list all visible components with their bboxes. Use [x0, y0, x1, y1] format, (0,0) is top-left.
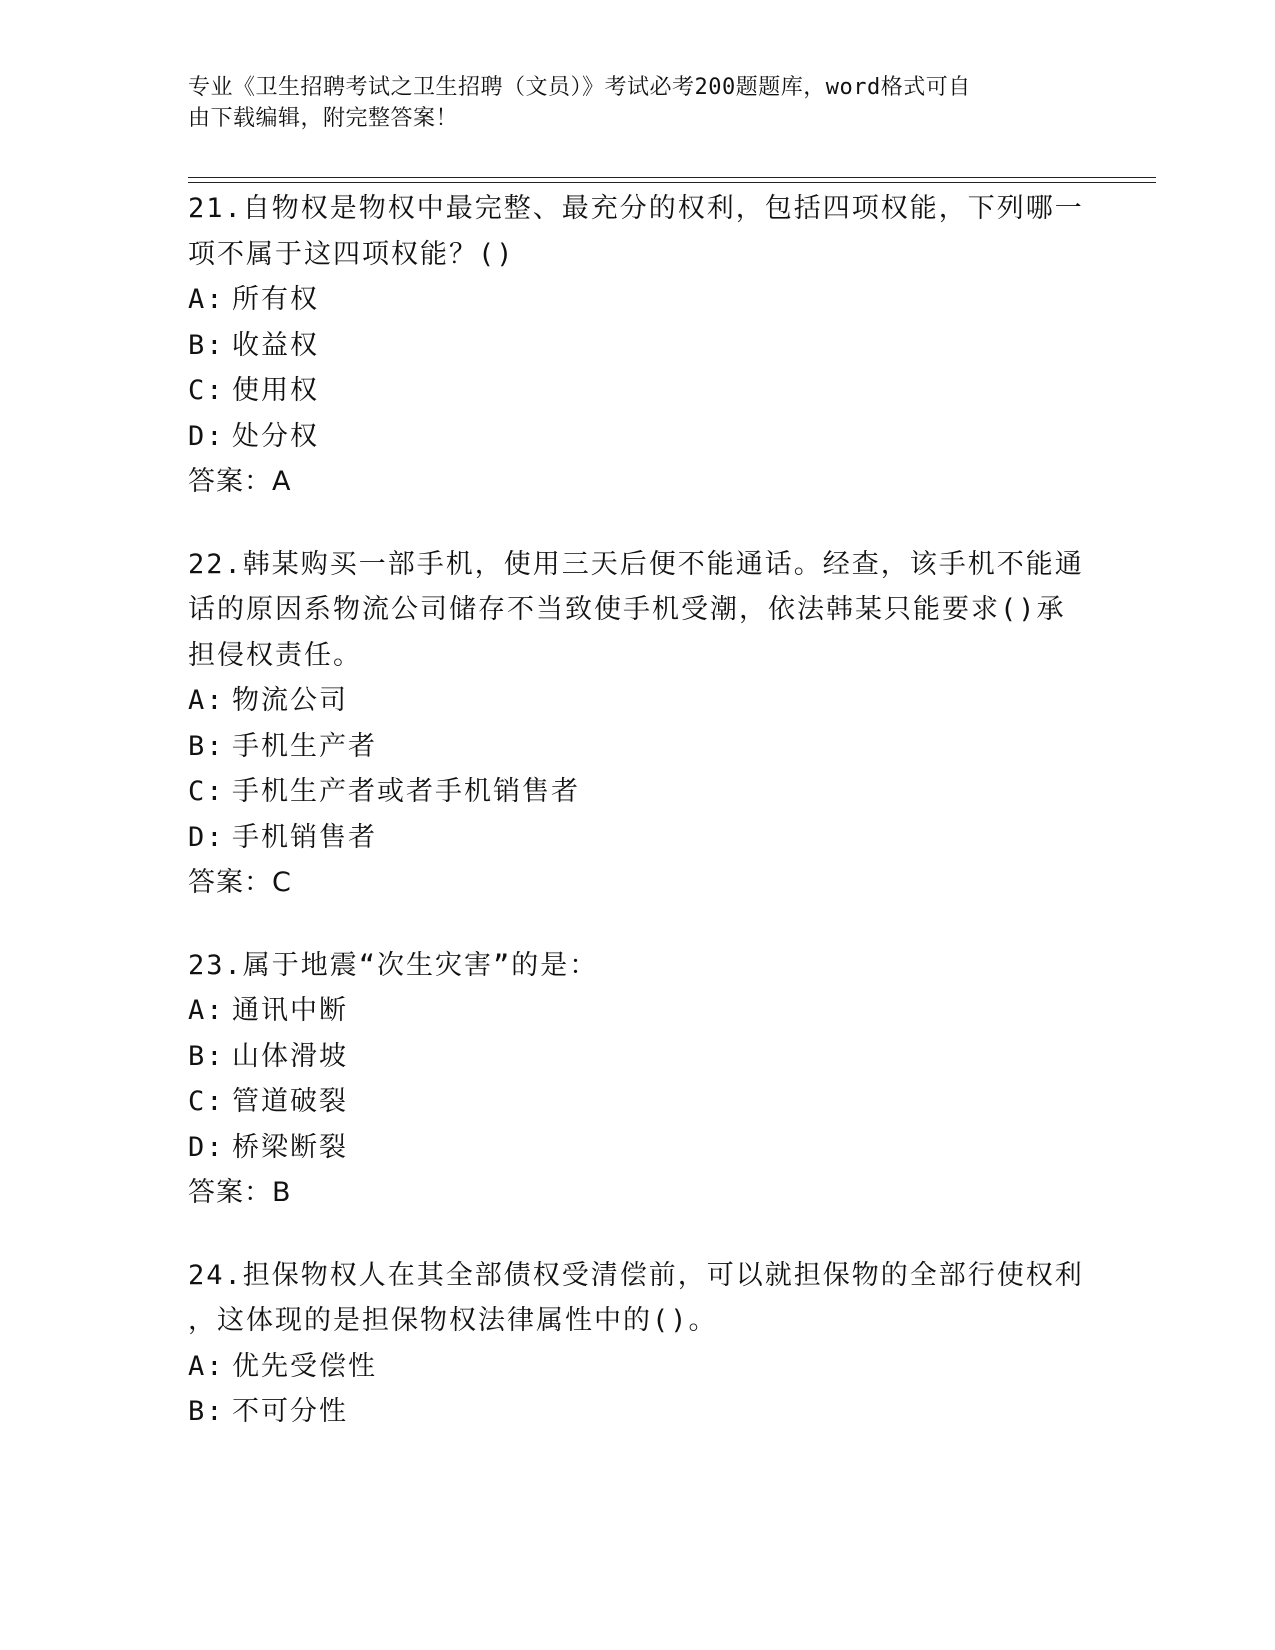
- option-text: 管道破裂: [232, 1086, 348, 1117]
- option-a: [188, 1344, 1088, 1390]
- option-letter: C:: [188, 375, 225, 406]
- option-letter: B:: [188, 1396, 225, 1427]
- option-text: 优先受偿性: [232, 1350, 377, 1382]
- question-text-line: 24.担保物权人在其全部债权受清偿前，可以就担保物的全部行使权利: [188, 1259, 1084, 1291]
- option-d: [188, 815, 1088, 861]
- option-letter: B:: [188, 329, 225, 361]
- option-b: [188, 323, 1088, 369]
- option-text: 通讯中断: [232, 995, 348, 1026]
- option-letter: C:: [188, 776, 225, 807]
- header-divider-bottom: [188, 182, 1156, 183]
- option-text: 山体滑坡: [232, 1040, 348, 1072]
- question-text-line: 22.韩某购买一部手机，使用三天后便不能通话。经查，该手机不能通: [188, 548, 1084, 580]
- question-text-line: 话的原因系物流公司储存不当致使手机受潮，依法韩某只能要求()承: [188, 594, 1066, 625]
- option-letter: B:: [188, 730, 225, 762]
- option-text: 所有权: [232, 284, 319, 315]
- option-text: 处分权: [232, 420, 319, 452]
- header-line-1: 专业《卫生招聘考试之卫生招聘（文员）》考试必考200题题库，word格式可自: [188, 75, 971, 100]
- option-letter: A:: [188, 1350, 225, 1382]
- option-letter: A:: [188, 685, 225, 716]
- answer-line: 答案：A: [188, 466, 292, 497]
- option-a: [188, 988, 1088, 1034]
- document-header: [188, 72, 1088, 134]
- answer-line: 答案：C: [188, 867, 292, 898]
- option-letter: D:: [188, 420, 225, 452]
- option-letter: A:: [188, 995, 225, 1026]
- option-d: [188, 414, 1088, 460]
- header-line-2: 由下载编辑，附完整答案！: [188, 106, 459, 131]
- option-text: 使用权: [232, 375, 319, 406]
- question-24: [188, 1253, 1088, 1435]
- option-d: [188, 1125, 1088, 1171]
- option-letter: D:: [188, 821, 225, 853]
- header-divider-top: [188, 177, 1156, 178]
- option-text: 物流公司: [232, 685, 348, 716]
- option-b: [188, 1389, 1088, 1435]
- option-c: [188, 1079, 1088, 1125]
- option-a: [188, 277, 1088, 323]
- option-b: [188, 724, 1088, 770]
- option-letter: A:: [188, 284, 225, 315]
- option-text: 手机生产者: [232, 730, 377, 762]
- option-b: [188, 1034, 1088, 1080]
- option-text: 收益权: [232, 329, 319, 361]
- question-text-line: 21.自物权是物权中最完整、最充分的权利，包括四项权能，下列哪一: [188, 193, 1084, 224]
- option-c: [188, 368, 1088, 414]
- option-a: [188, 678, 1088, 724]
- question-text-line: 23.属于地震“次生灾害”的是：: [188, 949, 599, 981]
- question-text-line: ，这体现的是担保物权法律属性中的()。: [188, 1305, 718, 1336]
- option-text: 桥梁断裂: [232, 1131, 348, 1163]
- question-23: [188, 943, 1088, 1216]
- question-22: [188, 542, 1088, 906]
- option-letter: D:: [188, 1131, 225, 1163]
- question-text-line: 项不属于这四项权能？(): [188, 238, 515, 270]
- question-list: [188, 186, 1088, 1472]
- answer-line: 答案：B: [188, 1177, 292, 1208]
- question-21: [188, 186, 1088, 505]
- question-text-line: 担侵权责任。: [188, 639, 362, 671]
- option-c: [188, 769, 1088, 815]
- option-text: 手机销售者: [232, 821, 377, 853]
- option-letter: C:: [188, 1086, 225, 1117]
- option-text: 手机生产者或者手机销售者: [232, 776, 580, 807]
- option-text: 不可分性: [232, 1396, 348, 1427]
- option-letter: B:: [188, 1040, 225, 1072]
